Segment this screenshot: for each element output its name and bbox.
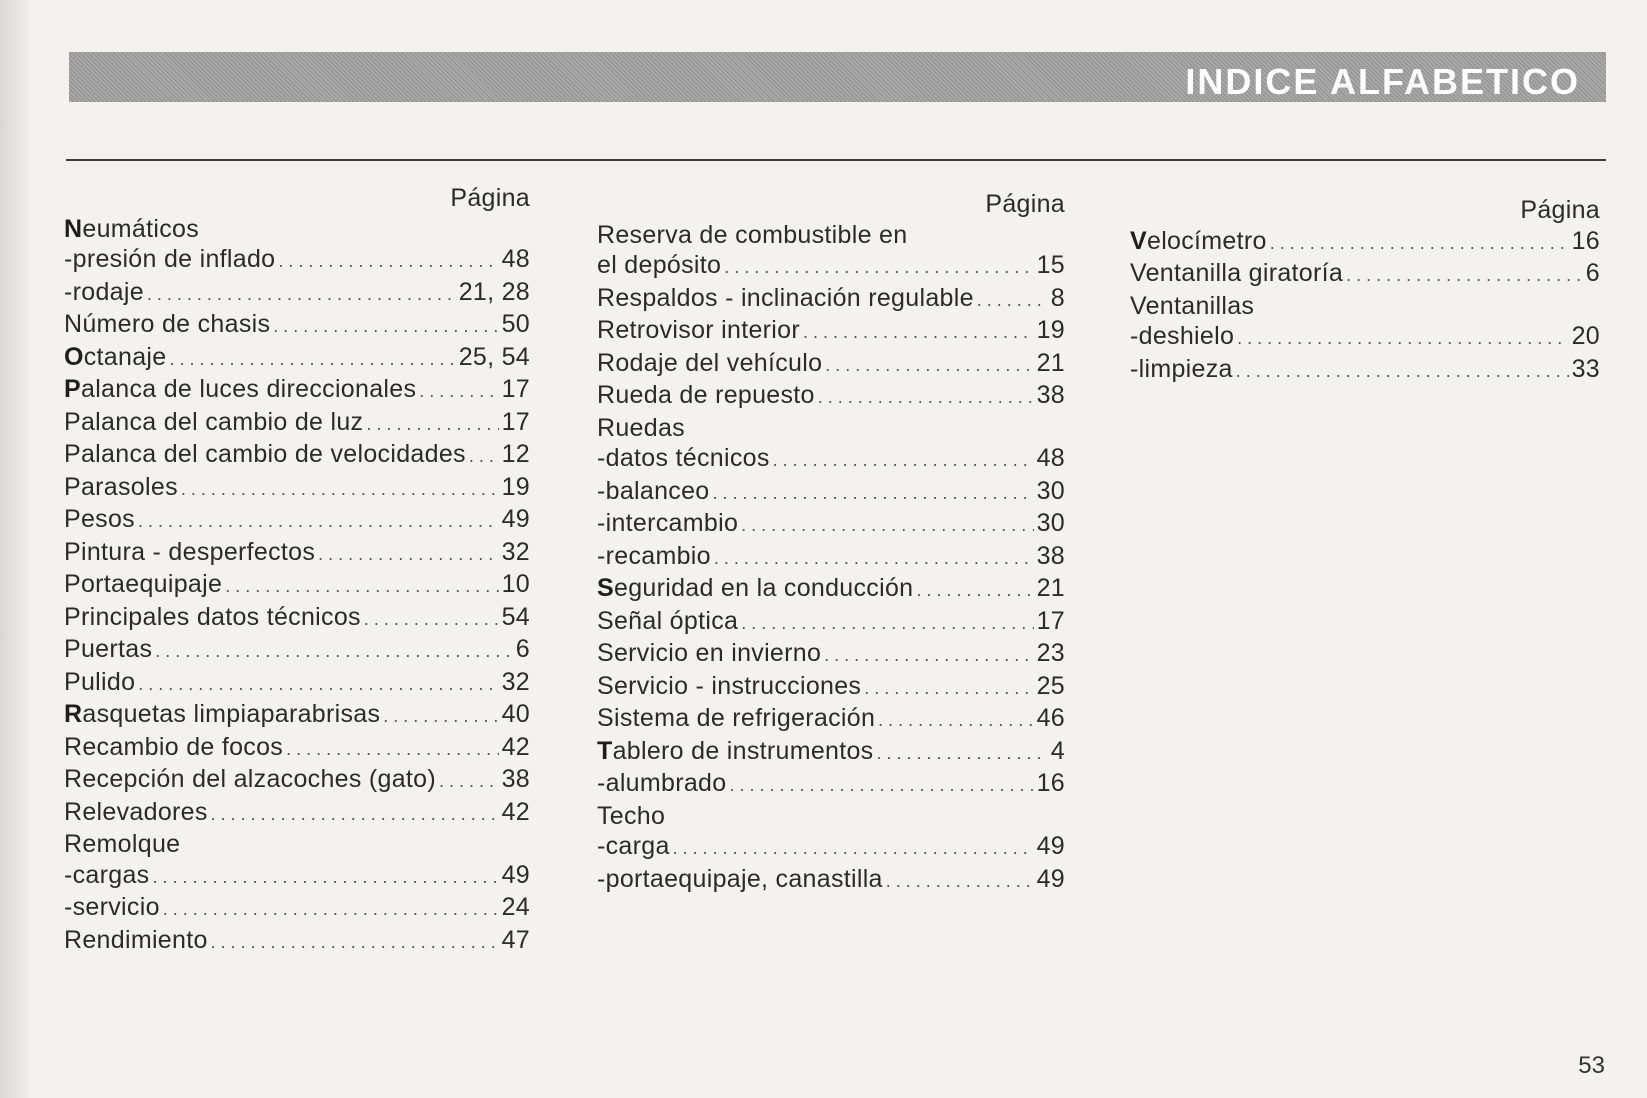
index-entry xyxy=(1130,226,1600,259)
entry-text: -rodaje xyxy=(64,277,144,306)
index-entries xyxy=(64,214,530,958)
entry-text: elocímetro xyxy=(1146,226,1267,255)
entry-text: -alumbrado xyxy=(597,769,727,797)
entry-page: 6 xyxy=(1585,259,1600,287)
dot-leader xyxy=(163,892,499,925)
index-entry xyxy=(597,315,1065,348)
dot-leader xyxy=(773,443,1034,476)
entry-label xyxy=(64,797,208,828)
entry-text: eumáticos xyxy=(82,214,199,243)
entry-page: 30 xyxy=(1036,509,1065,537)
entry-page: 21 xyxy=(1036,348,1065,377)
index-entry xyxy=(597,736,1065,769)
entry-page: 49 xyxy=(1036,864,1065,893)
entry-text: -carga xyxy=(597,832,670,860)
entry-page: 38 xyxy=(1036,381,1065,409)
entry-page: 20 xyxy=(1571,322,1600,350)
entry-label xyxy=(597,348,822,379)
entry-text: ablero de instrumentos xyxy=(612,736,874,765)
index-entry xyxy=(64,374,530,407)
entry-initial-letter: P xyxy=(64,375,81,403)
dot-leader xyxy=(977,283,1048,316)
entry-page: 54 xyxy=(501,602,530,631)
entry-text: Sistema de refrigeración xyxy=(597,704,876,732)
index-entry xyxy=(597,831,1065,864)
entry-text: Palanca del cambio de luz xyxy=(64,407,364,436)
entry-label xyxy=(597,671,861,702)
entry-label xyxy=(597,380,815,411)
dot-leader xyxy=(818,380,1034,413)
entry-label xyxy=(597,801,665,832)
entry-label xyxy=(1130,354,1233,385)
dot-leader xyxy=(824,638,1033,671)
entry-page: 24 xyxy=(501,893,530,921)
entry-label xyxy=(64,569,222,600)
entry-initial-letter: N xyxy=(64,214,83,243)
dot-leader xyxy=(138,504,499,537)
entry-initial-letter: R xyxy=(64,700,83,728)
entry-label xyxy=(64,829,180,860)
dot-leader xyxy=(366,407,498,440)
entry-initial-letter: V xyxy=(1130,226,1147,255)
index-entry xyxy=(64,214,530,245)
index-column-1 xyxy=(64,183,530,957)
dot-leader xyxy=(147,277,456,310)
dot-leader xyxy=(211,797,499,830)
entry-page: 38 xyxy=(501,765,530,793)
dot-leader xyxy=(1236,354,1569,387)
entry-page: 12 xyxy=(501,440,530,468)
dot-leader xyxy=(1346,258,1583,291)
entry-text: Ruedas xyxy=(597,413,685,442)
dot-leader xyxy=(278,244,498,277)
index-entry xyxy=(597,671,1065,704)
entry-text: Reserva de combustible en xyxy=(597,220,908,249)
dot-leader xyxy=(286,732,498,765)
index-entry xyxy=(597,283,1065,316)
dot-leader xyxy=(273,309,498,342)
entry-label xyxy=(64,407,363,438)
dot-leader xyxy=(673,831,1034,864)
index-entry xyxy=(597,476,1065,509)
entry-initial-letter: S xyxy=(597,574,614,602)
entry-page: 42 xyxy=(501,797,530,826)
entry-page: 33 xyxy=(1571,354,1600,383)
entry-label xyxy=(597,703,875,734)
dot-leader xyxy=(225,569,498,602)
page-edge-shadow xyxy=(0,0,28,1098)
entry-label xyxy=(64,925,208,956)
entry-label xyxy=(64,602,361,633)
entry-page: 32 xyxy=(501,537,530,566)
entry-text: alanca de luces direccionales xyxy=(80,375,417,403)
index-entry xyxy=(597,348,1065,381)
dot-leader xyxy=(713,476,1034,509)
index-column-3 xyxy=(1130,195,1600,386)
index-entry xyxy=(597,250,1065,283)
entry-text: -balanceo xyxy=(597,476,710,505)
entry-text: Palanca del cambio de velocidades xyxy=(64,440,466,468)
entry-page: 49 xyxy=(501,860,530,889)
entry-label xyxy=(597,220,907,251)
entry-page: 8 xyxy=(1050,283,1065,312)
index-column-2 xyxy=(597,189,1065,896)
entry-text: ctanaje xyxy=(83,342,167,371)
entry-text: Portaequipaje xyxy=(64,570,223,598)
dot-leader xyxy=(383,699,498,732)
entry-text: Recepción del alzacoches (gato) xyxy=(64,765,437,793)
index-entry xyxy=(597,606,1065,639)
index-entry xyxy=(64,504,530,537)
dot-leader xyxy=(916,573,1033,606)
dot-leader xyxy=(318,537,498,570)
entry-label xyxy=(597,573,913,604)
entry-text: -presión de inflado xyxy=(64,245,276,273)
index-entry xyxy=(64,407,530,440)
entry-page: 30 xyxy=(1036,476,1065,505)
entry-page: 17 xyxy=(501,407,530,436)
index-entry xyxy=(597,768,1065,801)
index-entry xyxy=(1130,321,1600,354)
entry-page: 46 xyxy=(1036,704,1065,732)
dot-leader xyxy=(1270,226,1569,259)
entry-label xyxy=(1130,258,1343,289)
entry-page: 16 xyxy=(1036,769,1065,797)
index-entry xyxy=(64,634,530,667)
entry-label xyxy=(64,764,436,795)
entry-page: 17 xyxy=(501,375,530,403)
entry-label xyxy=(597,443,770,474)
index-entry xyxy=(64,439,530,472)
entry-text: -recambio xyxy=(597,541,711,570)
entry-page: 15 xyxy=(1036,251,1065,279)
entry-label xyxy=(64,860,149,891)
entry-page: 42 xyxy=(501,732,530,761)
divider-rule xyxy=(66,159,1606,161)
index-entry xyxy=(64,309,530,342)
index-entry xyxy=(64,860,530,893)
entry-text: Principales datos técnicos xyxy=(64,602,361,631)
index-entry xyxy=(64,537,530,570)
entry-text: Recambio de focos xyxy=(64,732,284,761)
index-entry xyxy=(597,541,1065,574)
index-entry xyxy=(64,764,530,797)
dot-leader xyxy=(419,374,498,407)
entry-label xyxy=(597,315,800,346)
index-entry xyxy=(64,602,530,635)
entry-label xyxy=(64,439,466,470)
entry-label xyxy=(64,699,380,730)
entry-page: 10 xyxy=(501,570,530,598)
dot-leader xyxy=(155,634,513,667)
entry-label xyxy=(64,374,416,405)
entry-label xyxy=(597,864,883,895)
dot-leader xyxy=(138,667,498,700)
entry-text: Rueda de repuesto xyxy=(597,381,815,409)
entry-page: 32 xyxy=(501,667,530,696)
entry-label xyxy=(64,472,178,503)
page-column-header: Página xyxy=(450,184,530,212)
index-entry xyxy=(64,569,530,602)
entry-label xyxy=(1130,321,1234,352)
entry-text: Respaldos - inclinación regulable xyxy=(597,283,974,312)
index-entries xyxy=(1130,226,1600,387)
entry-initial-letter: T xyxy=(597,736,613,765)
entry-label xyxy=(597,250,721,281)
dot-leader xyxy=(1237,321,1568,354)
page-column-header: Página xyxy=(985,190,1065,218)
dot-leader xyxy=(169,342,455,375)
entry-text: -intercambio xyxy=(597,509,739,537)
entry-label xyxy=(64,277,144,308)
dot-leader xyxy=(364,602,499,635)
entry-text: Puertas xyxy=(64,635,153,663)
entry-page: 21 xyxy=(1036,574,1065,602)
dot-leader xyxy=(825,348,1033,381)
index-entry xyxy=(64,732,530,765)
dot-leader xyxy=(714,541,1034,574)
entry-page: 23 xyxy=(1036,639,1065,667)
entry-page: 16 xyxy=(1571,226,1600,255)
index-entry xyxy=(597,801,1065,832)
index-entry xyxy=(64,277,530,310)
page-column-header: Página xyxy=(1520,196,1600,224)
entry-text: Pintura - desperfectos xyxy=(64,537,316,566)
entry-page: 4 xyxy=(1050,736,1065,765)
index-entry xyxy=(1130,258,1600,291)
entry-page: 25, 54 xyxy=(458,342,530,371)
entry-label xyxy=(597,736,874,767)
entry-text: -datos técnicos xyxy=(597,444,770,472)
entry-label xyxy=(64,244,275,275)
dot-leader xyxy=(724,250,1033,283)
entry-label xyxy=(597,541,711,572)
entry-text: Pulido xyxy=(64,667,136,696)
index-entry xyxy=(64,342,530,375)
dot-leader xyxy=(878,703,1033,736)
entry-text: -portaequipaje, canastilla xyxy=(597,864,883,893)
entry-text: Parasoles xyxy=(64,472,178,501)
dot-leader xyxy=(729,768,1033,801)
entry-label xyxy=(64,504,135,535)
index-entry xyxy=(64,892,530,925)
entry-label xyxy=(64,667,135,698)
index-entry xyxy=(64,829,530,860)
entry-text: -cargas xyxy=(64,860,150,889)
index-entry xyxy=(64,699,530,732)
entry-label xyxy=(597,413,685,444)
entry-label xyxy=(597,283,974,314)
index-entry xyxy=(597,864,1065,897)
entry-text: asquetas limpiaparabrisas xyxy=(82,700,381,728)
dot-leader xyxy=(741,508,1033,541)
entry-text: Retrovisor interior xyxy=(597,316,800,344)
entry-page: 48 xyxy=(1036,444,1065,472)
dot-leader xyxy=(803,315,1034,348)
index-entry xyxy=(1130,291,1600,322)
entry-text: eguridad en la conducción xyxy=(613,574,914,602)
entry-initial-letter: O xyxy=(64,342,84,371)
dot-leader xyxy=(864,671,1033,704)
index-entry xyxy=(597,443,1065,476)
page-title: INDICE ALFABETICO xyxy=(1185,61,1580,102)
entry-text: Ventanillas xyxy=(1130,291,1255,320)
dot-leader xyxy=(886,864,1034,897)
dot-leader xyxy=(152,860,498,893)
entry-page: 25 xyxy=(1036,671,1065,700)
entry-text: Número de chasis xyxy=(64,310,271,338)
entry-label xyxy=(597,606,738,637)
index-entry xyxy=(64,472,530,505)
index-entry xyxy=(597,380,1065,413)
index-entry xyxy=(64,925,530,958)
entry-label xyxy=(597,476,710,507)
entry-page: 38 xyxy=(1036,541,1065,570)
entry-label xyxy=(1130,226,1267,257)
dot-leader xyxy=(877,736,1048,769)
entry-page: 6 xyxy=(515,635,530,663)
entry-label xyxy=(597,508,738,539)
entry-text: Rendimiento xyxy=(64,925,208,954)
entry-label xyxy=(64,634,152,665)
entry-label xyxy=(64,892,160,923)
dot-leader xyxy=(181,472,499,505)
entry-text: el depósito xyxy=(597,251,722,279)
entry-label xyxy=(64,309,270,340)
entry-text: Rodaje del vehículo xyxy=(597,348,823,377)
index-entry xyxy=(597,413,1065,444)
entry-text: Ventanilla giratoría xyxy=(1130,259,1344,287)
entry-text: Servicio en invierno xyxy=(597,639,822,667)
title-banner xyxy=(69,52,1606,102)
entry-label xyxy=(597,638,821,669)
entry-page: 50 xyxy=(501,310,530,338)
entry-page: 19 xyxy=(1036,316,1065,344)
page-number: 53 xyxy=(1578,1052,1605,1079)
entry-label xyxy=(597,768,726,799)
index-entry xyxy=(597,638,1065,671)
index-entry xyxy=(64,797,530,830)
entry-page: 47 xyxy=(501,925,530,954)
entry-label xyxy=(64,537,315,568)
dot-leader xyxy=(741,606,1033,639)
entry-text: Pesos xyxy=(64,505,135,533)
entry-page: 48 xyxy=(501,245,530,273)
entry-page: 40 xyxy=(501,700,530,728)
entry-text: Relevadores xyxy=(64,797,208,826)
index-entry xyxy=(597,573,1065,606)
entry-label xyxy=(64,732,283,763)
entry-label xyxy=(64,342,166,373)
index-entry xyxy=(597,220,1065,251)
entry-page: 49 xyxy=(1036,832,1065,860)
entry-page: 19 xyxy=(501,472,530,501)
entry-page: 49 xyxy=(501,505,530,533)
entry-page: 17 xyxy=(1036,606,1065,635)
entry-text: Remolque xyxy=(64,830,181,858)
dot-leader xyxy=(439,764,499,797)
entry-text: Servicio - instrucciones xyxy=(597,671,862,700)
index-entries xyxy=(597,220,1065,897)
index-entry xyxy=(1130,354,1600,387)
index-entry xyxy=(597,703,1065,736)
entry-text: -servicio xyxy=(64,893,160,921)
entry-label xyxy=(1130,291,1254,322)
index-entry xyxy=(64,244,530,277)
entry-text: Señal óptica xyxy=(597,606,739,635)
entry-text: -deshielo xyxy=(1130,322,1235,350)
entry-label xyxy=(597,831,670,862)
entry-text: Techo xyxy=(597,801,666,830)
index-entry xyxy=(64,667,530,700)
dot-leader xyxy=(211,925,499,958)
index-entry xyxy=(597,508,1065,541)
entry-page: 21, 28 xyxy=(458,277,530,306)
entry-label xyxy=(64,214,199,245)
dot-leader xyxy=(469,439,499,472)
entry-text: -limpieza xyxy=(1130,354,1233,383)
